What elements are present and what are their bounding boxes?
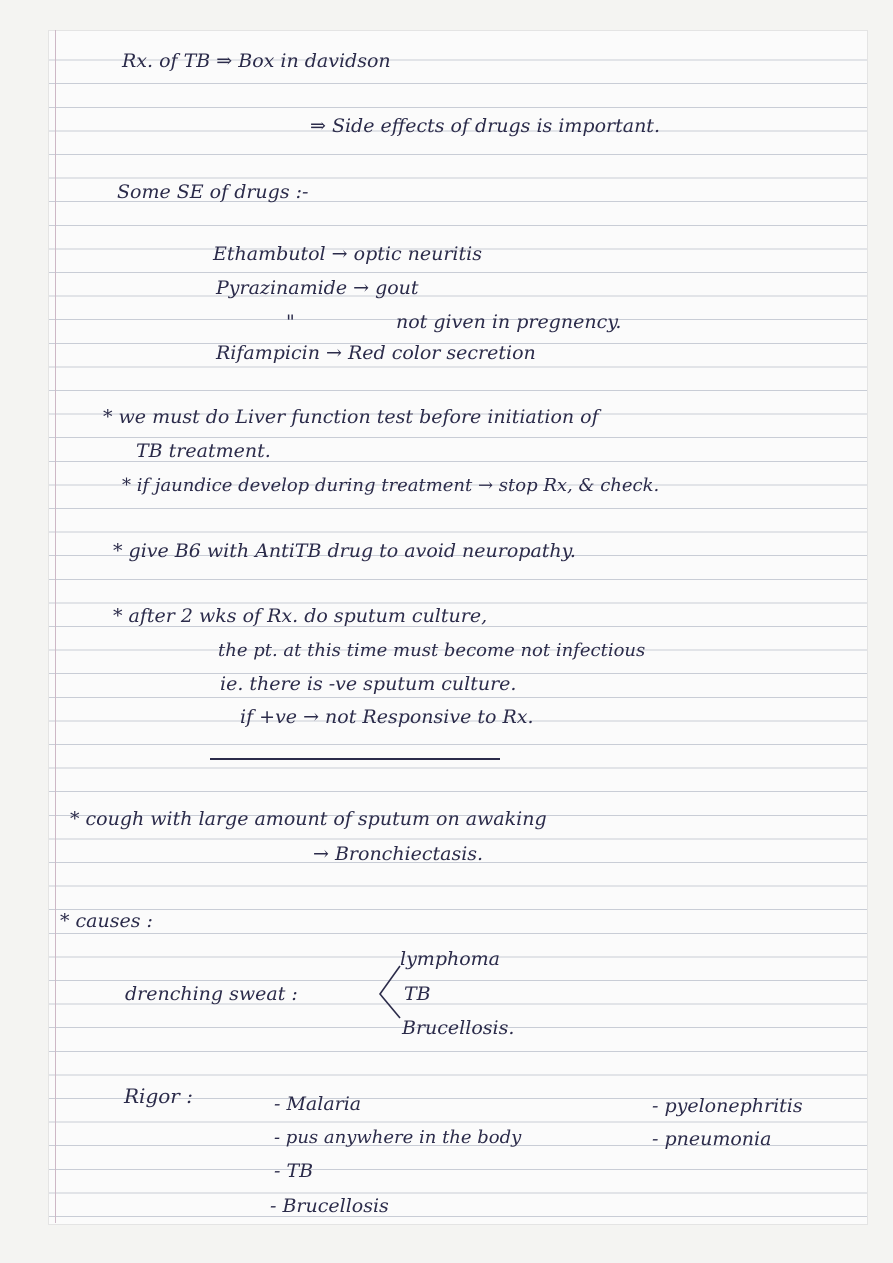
- drench-brace: [374, 962, 404, 1022]
- margin-line: [55, 30, 56, 1223]
- sputum-note-line4: if +ve → not Responsive to Rx.: [240, 706, 534, 728]
- se-ditto-mark: ": [286, 311, 295, 333]
- b6-note: * give B6 with AntiTB drug to avoid neuropathy.: [113, 540, 576, 562]
- drench-brucellosis: Brucellosis.: [402, 1017, 515, 1039]
- drench-label: drenching sweat :: [125, 983, 298, 1005]
- rx-side-effects-note: ⇒ Side effects of drugs is important.: [310, 115, 660, 137]
- notebook-page: [48, 30, 868, 1225]
- rigor-label: Rigor :: [124, 1084, 193, 1108]
- jaundice-note: * if jaundice develop during treatment → stop Rx, & check.: [122, 475, 660, 496]
- se-pyrazinamide-pregnancy: not given in pregnency.: [396, 311, 622, 333]
- cough-note-line1: * cough with large amount of sputum on awaking: [70, 808, 547, 830]
- drench-lymphoma: lymphoma: [400, 948, 501, 970]
- se-ethambutol: Ethambutol → optic neuritis: [213, 243, 482, 265]
- lft-note-line2: TB treatment.: [136, 440, 271, 462]
- sputum-note-line3: ie. there is -ve sputum culture.: [220, 673, 517, 695]
- rigor-tb: - TB: [274, 1160, 314, 1182]
- rigor-pyelonephritis: - pyelonephritis: [652, 1095, 803, 1117]
- drench-tb: TB: [404, 983, 431, 1005]
- se-rifampicin: Rifampicin → Red color secretion: [216, 342, 536, 364]
- rigor-brucellosis: - Brucellosis: [270, 1195, 389, 1217]
- rx-heading: Rx. of TB ⇒ Box in davidson: [122, 50, 391, 72]
- causes-heading: * causes :: [60, 910, 153, 932]
- sputum-note-line1: * after 2 wks of Rx. do sputum culture,: [113, 605, 488, 627]
- lft-note-line1: * we must do Liver function test before initiation of: [103, 406, 599, 428]
- section-divider: [210, 758, 500, 760]
- rigor-malaria: - Malaria: [274, 1093, 362, 1115]
- sputum-note-line2: the pt. at this time must become not infectious: [218, 640, 646, 661]
- cough-note-line2: → Bronchiectasis.: [313, 843, 484, 865]
- rigor-pneumonia: - pneumonia: [652, 1128, 772, 1150]
- rigor-pus: - pus anywhere in the body: [274, 1127, 522, 1148]
- se-heading: Some SE of drugs :-: [117, 181, 309, 203]
- se-pyrazinamide: Pyrazinamide → gout: [216, 277, 419, 299]
